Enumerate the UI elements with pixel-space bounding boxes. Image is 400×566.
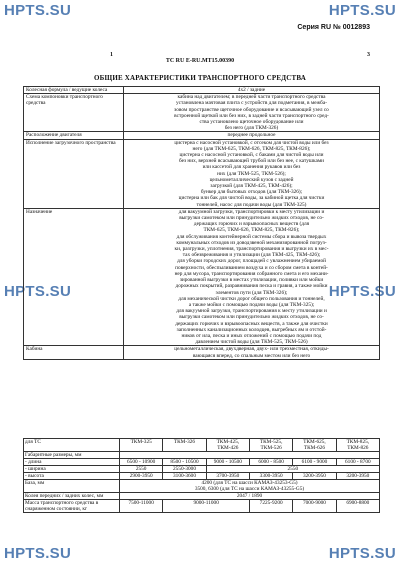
document-code: ТС RU E-RU.МТ15.00390 (165, 58, 235, 64)
row-label: Назначение (24, 208, 124, 345)
value-line: установлена мачтовая плита с устройств для подметания, в межба- (176, 100, 327, 107)
row-value (124, 139, 380, 208)
spec-cell: 9000-11000 (163, 500, 250, 513)
model-cell: ТКМ-625, ТКМ-626 (293, 439, 336, 452)
row-label: Расположение двигателя (24, 132, 124, 139)
spec-row-label: - длина (24, 459, 120, 466)
spec-row-label: Масса транспортного средства в снаряженном состоянии, кг (24, 500, 120, 513)
value-line: выгрузки самотеком или принудительно жидких отходов, не со- (179, 215, 324, 222)
spec-cell (120, 480, 380, 493)
section-title: ОБЩИЕ ХАРАКТЕРИСТИКИ ТРАНСПОРТНОГО СРЕДСТВА (93, 74, 307, 82)
spec-cell: 2550 (206, 466, 379, 473)
value-line: давлением чистой воды (для ТКМ-525, ТКМ-526) (195, 339, 308, 346)
spec-cell-line: 3500, 6300 (для ТС на шасси КАМАЗ-43255-G5) (194, 486, 305, 492)
spec-cell: 3200-3950 (336, 473, 379, 480)
row-label: Исполнение загрузочного пространства (24, 139, 124, 208)
spec-cell: 6100 - 9000 (293, 459, 336, 466)
spec-row (24, 480, 380, 493)
value-line: 4x2 / задние (237, 87, 266, 93)
value-line: цистерна с насосной установкой, с отсеком для чистой воды или без (174, 139, 329, 146)
value-line: тоннелей, насос для подачи воды (для ТКМ-325) (196, 201, 307, 208)
spec-row-label: Колея передних / задних колес, мм (24, 493, 120, 500)
value-line: для обслуживания контейнерной системы сбора и вывоза твердых (176, 233, 327, 240)
value-line: ки, разгрузки, уплотнения, транспортирования и выгрузки их в мес- (174, 246, 329, 253)
series-number: Серия RU № 0012893 (297, 24, 370, 31)
value-line: цистерна или бак для чистой воды, за кабиной щетка для чистки (178, 195, 325, 202)
value-line: вающаяся вперед, со спальным местом или без него (192, 352, 311, 359)
spec-cell: 7225-9200 (249, 500, 292, 513)
row-value (124, 346, 380, 359)
value-line: а также мойки с помощью подачи воды (для ТКМ-325); (188, 301, 315, 308)
spec-row (24, 459, 380, 466)
spec-dims-label: Габаритные размеры, мм (24, 452, 120, 459)
value-line: нер для мусора, транспортирования собранного смета и его механи- (174, 270, 329, 277)
value-line: встроенной щеткой или без них, в задней части транспортного сред- (174, 112, 329, 119)
table-row (24, 139, 380, 208)
value-line: для механической чистки дорог общего пользования и тоннелей, (178, 295, 325, 302)
value-line: загрузкой (для ТКМ-425, ТКМ-426); (210, 183, 293, 190)
value-line: бункер для бытовых отходов (для ТКМ-326); (200, 189, 303, 196)
value-line: для уборки городских дорог, площадей с увлажнением убираемой (177, 258, 326, 265)
value-line: для вакуумной загрузки, транспортировки к месту утилизации и (178, 208, 325, 215)
value-line: заполненных канализационных колодцев, выгребных ям и отстой- (176, 326, 327, 333)
spec-row (24, 473, 380, 480)
model-cell: ТКМ-525, ТКМ-526 (249, 439, 292, 452)
table-row (24, 132, 380, 139)
value-line: ТКМ-625, ТКМ-626, ТКМ-825, ТКМ-826); (203, 227, 300, 234)
spec-cell: 7000-9000 (293, 500, 336, 513)
value-line: ства установлено щеточное оборудование или (199, 119, 304, 126)
value-line: цельнометаллический кузов с задней (209, 176, 294, 183)
value-line: дорожных покрытий, разравнивания песка и гравия, а также мойки (175, 283, 328, 290)
spec-header-label: для ТС (24, 439, 120, 452)
value-line: выгрузки самотеком или принудительно жидких отходов, не со- (179, 314, 324, 321)
watermark-mid-right: HPTS.SU (328, 283, 396, 300)
spec-row (24, 493, 380, 500)
value-line: зовом пространстве щеточное оборудование и всасывающий узел со (174, 106, 329, 113)
value-line: цельнометаллическая, двухдверная, двух- или трехместная, откиды- (174, 346, 329, 353)
spec-cell: 3700-3950 (206, 473, 249, 480)
spec-cell: 7500-11000 (120, 500, 163, 513)
value-line: без него (для ТКМ-326) (224, 125, 279, 132)
spec-row (24, 500, 380, 513)
spec-cell: 2047 / 1890 (120, 493, 380, 500)
model-cell: ТКМ-825, ТКМ-826 (336, 439, 379, 452)
value-line: него (для ТКМ-625, ТКМ-626, ТКМ-825, ТКМ-826); (192, 145, 311, 152)
sheet-number-right: 3 (367, 52, 370, 58)
spec-header-row (24, 439, 380, 452)
spec-cell-line: 4200 (для ТС на шасси КАМАЗ-43253-G5) (201, 480, 298, 486)
watermark-mid-left: HPTS.SU (4, 283, 72, 300)
value-line: элементов пути (для ТКМ-326); (215, 289, 288, 296)
spec-cell: 9000 - 10500 (206, 459, 249, 466)
spec-cell: 6500 - 10900 (120, 459, 163, 466)
general-characteristics-table (23, 86, 380, 360)
watermark-bottom-right: HPTS.SU (328, 545, 396, 562)
value-line: держащих горючих и взрывоопасных веществ (для (193, 221, 310, 228)
model-cell: ТКМ-326 (163, 439, 206, 452)
row-label: Колесная формула / ведущие колеса (24, 87, 124, 94)
value-line: переднее продольное (227, 132, 276, 139)
value-line: цистерна с насосной установкой, с баками для чистой воды или (179, 152, 324, 159)
value-line: зированной выгрузки в местах утилизации, поливки или мойки (179, 277, 324, 284)
spec-cell: 3200-3950 (293, 473, 336, 480)
value-line: или кассетой для хранения рукавов или без (202, 164, 301, 171)
row-value (124, 132, 380, 139)
spec-row-label: - ширина (24, 466, 120, 473)
spec-cell: 3300-3950 (249, 473, 292, 480)
value-line: ников от ила, песка и иных отложений с помощью подачи под (181, 332, 322, 339)
model-cell: ТКМ-425, ТКМ-426 (206, 439, 249, 452)
sheet-number-left: 1 (110, 52, 113, 58)
spec-cell: 3100-3600 (163, 473, 206, 480)
value-line: коммунальных отходов из доводзвеной механизированной погруз- (176, 239, 327, 246)
table-row (24, 87, 380, 94)
value-line: кабина над двигателем; в передней части транспортного средства (177, 94, 326, 101)
spec-cell: 2550 (120, 466, 163, 473)
model-cell: ТКМ-325 (120, 439, 163, 452)
value-line: держащих горючих и взрывоопасных веществ, а также для очистки (175, 320, 328, 327)
value-line: них (для ТКМ-525, ТКМ-526); (217, 170, 286, 177)
value-line: поверхности, обеспыливанием воздуха и со сбором смета в контей- (175, 264, 328, 271)
table-row (24, 208, 380, 345)
spec-dims-row (24, 452, 380, 459)
row-label: Кабина (24, 346, 124, 359)
watermark-top-left: HPTS.SU (4, 2, 72, 19)
spec-cell: 2900-3950 (120, 473, 163, 480)
spec-cell: 6000 - 8500 (249, 459, 292, 466)
dimensions-table (23, 438, 380, 513)
value-line: для вакуумной загрузки, транспортирования к месту утилизации и (176, 308, 327, 315)
spec-cell: 6900-8800 (336, 500, 379, 513)
row-value (124, 87, 380, 94)
spec-cell: 8500 - 10500 (163, 459, 206, 466)
spec-dims-empty (120, 452, 380, 459)
watermark-bottom-left: HPTS.SU (4, 545, 72, 562)
spec-row-label: База, мм (24, 480, 120, 493)
row-value (124, 94, 380, 132)
value-line: без них, верхней всасывающей трубой или без нее, с катушками (178, 158, 325, 165)
watermark-top-right: HPTS.SU (328, 2, 396, 19)
value-line: тах обезвреживания и утилизации (для ТКМ-425, ТКМ-426); (182, 252, 321, 259)
table-row (24, 346, 380, 359)
table-row (24, 94, 380, 132)
spec-row (24, 466, 380, 473)
spec-row-label: - высота (24, 473, 120, 480)
row-value (124, 208, 380, 345)
spec-cell: 6100 - 8700 (336, 459, 379, 466)
row-label: Схема компоновки транспортного средства (24, 94, 124, 132)
spec-cell: 2550-3000 (163, 466, 206, 473)
